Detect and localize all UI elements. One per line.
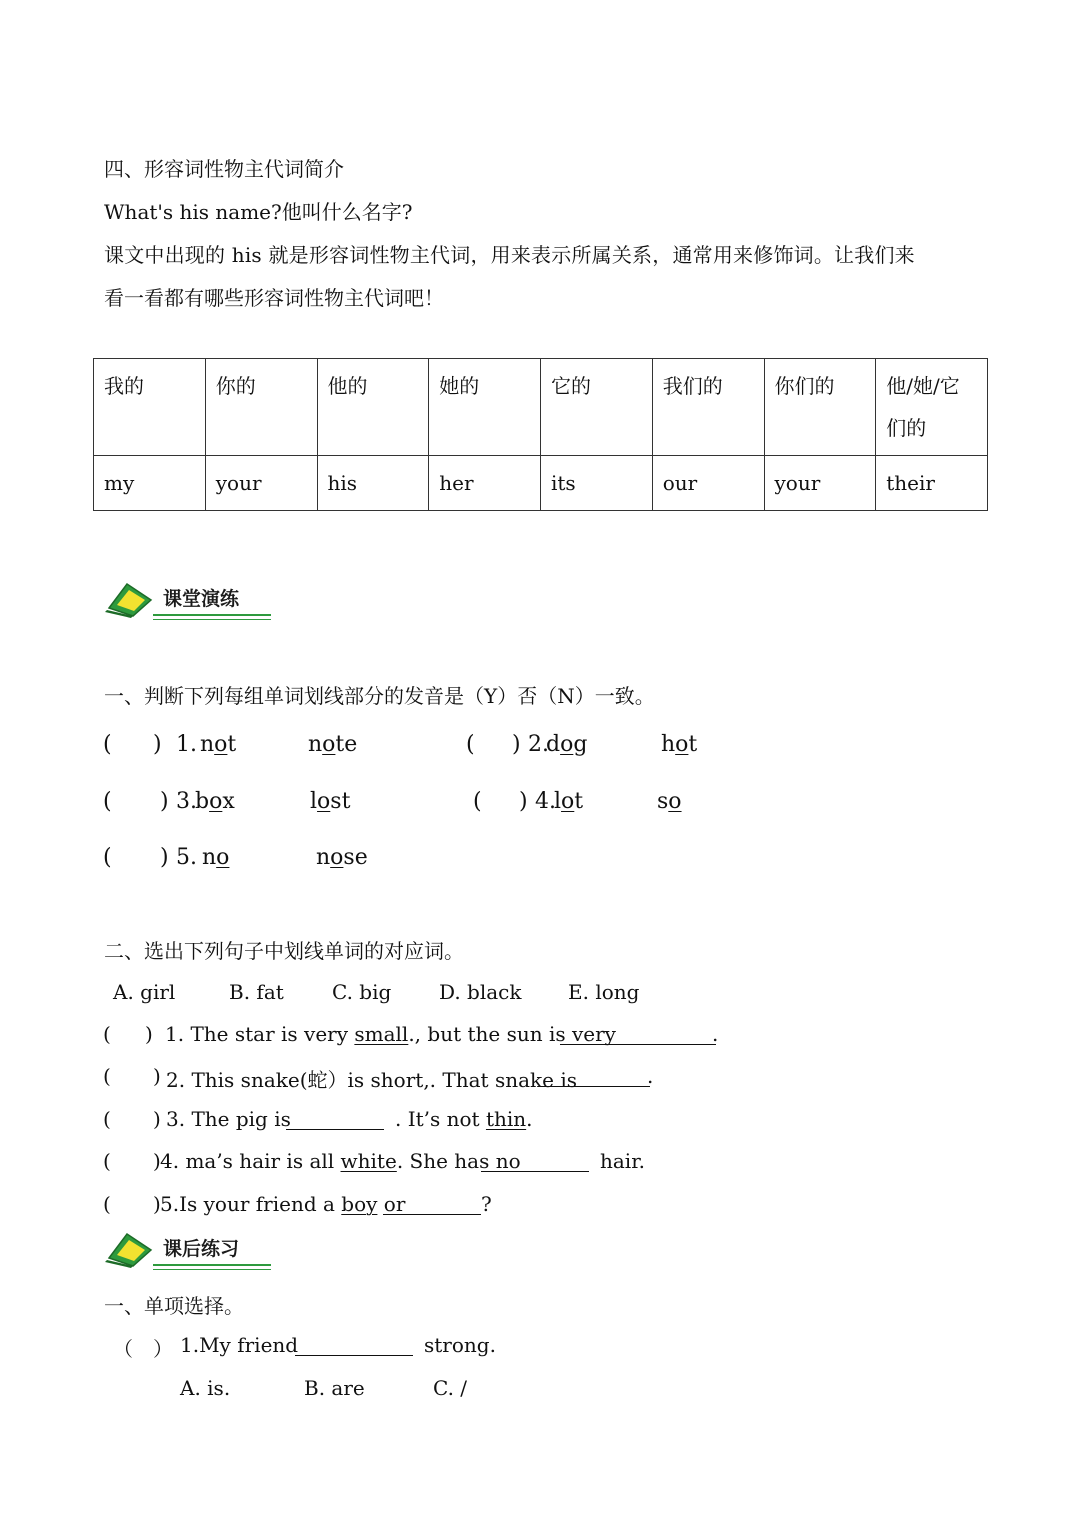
word-2: note [308,732,358,757]
answer-blank[interactable] [481,1170,589,1172]
answer-blank[interactable] [383,1213,481,1215]
answer-paren-open[interactable]: （ [113,1337,133,1361]
item-number: 4. [535,789,556,814]
item-number: 3. [176,789,197,814]
table-cell: her [429,456,541,511]
table-cell-line1: 他/她/它 [886,374,960,398]
answer-paren-open[interactable]: ( [103,1149,111,1173]
answer-paren-close: ) [153,1149,161,1173]
question-text: 5.Is your friend a boy or [160,1192,406,1216]
question-text: 1. The star is very small., but the sun is very [165,1022,616,1046]
banner-label: 课后练习 [163,1238,240,1260]
answer-paren-close: ) [145,1022,153,1046]
question-end: hair. [600,1149,645,1173]
word-2: lost [310,789,351,814]
part2-title: 二、选出下列句子中划线单词的对应词。 [104,939,464,963]
word-1: not [200,732,237,757]
question-end: . [712,1022,719,1046]
table-cell: 你们的 [764,359,876,456]
banner-underline-thin [153,619,271,620]
section4-title: 四、形容词性物主代词简介 [104,157,344,181]
section4-desc-line2: 看一看都有哪些形容词性物主代词吧！ [104,286,444,310]
answer-paren-open[interactable]: ( [103,845,112,870]
option: A. girl [113,980,176,1004]
table-cell: 他的 [317,359,429,456]
answer-paren-close: ) [519,789,528,814]
part1-title: 一、判断下列每组单词划线部分的发音是（Y）否（N）一致。 [104,684,655,708]
pronoun-table [93,358,988,511]
table-cell: their [876,456,988,511]
answer-paren-close: ） [153,1337,173,1361]
homework-title: 一、单项选择。 [104,1294,244,1318]
answer-blank[interactable] [560,1043,716,1045]
answer-paren-close: ) [512,732,521,757]
answer-paren-close: ) [153,1064,161,1088]
banner-underline-thin [153,1269,271,1270]
item-number: 2. [528,732,549,757]
table-cell: your [764,456,876,511]
answer-paren-open[interactable]: ( [103,1064,111,1088]
item-number: 1. [176,732,197,757]
option: E. long [568,980,640,1004]
answer-paren-open[interactable]: ( [466,732,475,757]
word-2: nose [316,845,368,870]
option: C. big [332,980,392,1004]
option: D. black [439,980,522,1004]
banner-underline [153,1264,271,1266]
table-cell: our [652,456,764,511]
book-pencil-icon [105,1228,157,1268]
book-pencil-icon [105,578,157,618]
answer-blank[interactable] [295,1354,413,1356]
section4-example: What's his name?他叫什么名字? [104,200,413,224]
question-text: 1.My friend [180,1333,299,1357]
word-2: hot [661,732,698,757]
answer-paren-close: ) [153,1107,161,1131]
question-text: 2. This snake(蛇）is short,. That snake is [166,1068,577,1092]
section-banner-homework [105,1228,275,1268]
word-2: so [657,789,682,814]
table-cell: 她的 [429,359,541,456]
word-1: box [195,789,235,814]
question-text-cont: . It’s not thin. [395,1107,533,1131]
option: C. / [433,1376,468,1400]
answer-paren-open[interactable]: ( [103,732,112,757]
answer-paren-open[interactable]: ( [103,1022,111,1046]
section-banner-classwork [105,578,275,618]
answer-paren-close: ) [153,1192,161,1216]
banner-underline [153,614,271,616]
answer-paren-open[interactable]: ( [103,1192,111,1216]
word-1: no [202,845,230,870]
table-cell [876,359,988,456]
answer-blank[interactable] [286,1128,384,1130]
question-end: strong. [424,1333,496,1357]
banner-label: 课堂演练 [163,588,240,610]
table-cell: 我的 [94,359,206,456]
answer-paren-open[interactable]: ( [473,789,482,814]
answer-paren-close: ) [160,845,169,870]
option: A. is. [180,1376,231,1400]
table-cell: 我们的 [652,359,764,456]
table-cell: your [205,456,317,511]
option: B. are [304,1376,365,1400]
table-cell: 你的 [205,359,317,456]
answer-blank[interactable] [538,1085,650,1087]
section4-desc-line1: 课文中出现的 his 就是形容词性物主代词，用来表示所属关系，通常用来修饰词。让我们来 [104,243,915,267]
table-row-english [94,456,988,511]
answer-paren-open[interactable]: ( [103,789,112,814]
table-cell-line2: 们的 [886,416,927,440]
question-end: ? [481,1192,492,1216]
question-text: 3. The pig is [166,1107,291,1131]
answer-paren-open[interactable]: ( [103,1107,111,1131]
answer-paren-close: ) [160,789,169,814]
word-1: dog [546,732,588,757]
answer-paren-close: ) [153,732,162,757]
table-cell: his [317,456,429,511]
table-cell: my [94,456,206,511]
question-text: 4. ma’s hair is all white. She has no [160,1149,521,1173]
option: B. fat [229,980,284,1004]
table-row-chinese [94,359,988,456]
word-1: lot [554,789,584,814]
item-number: 5. [176,845,197,870]
table-cell: its [541,456,653,511]
question-end: . [647,1064,654,1088]
table-cell: 它的 [541,359,653,456]
